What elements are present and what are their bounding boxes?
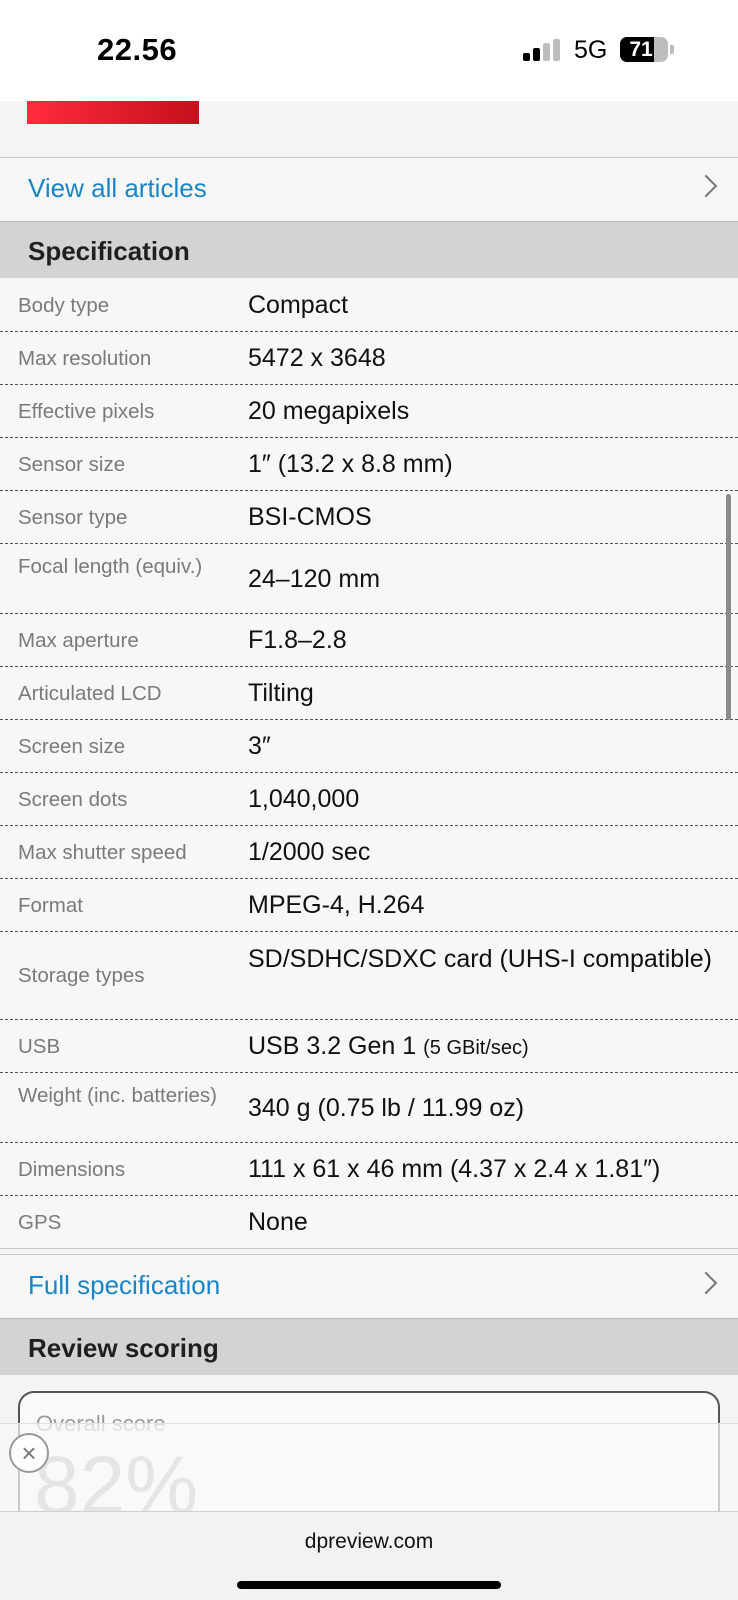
battery-tip	[670, 45, 674, 54]
spec-value-note: (5 GBit/sec)	[423, 1037, 529, 1059]
battery-level: 71	[629, 38, 653, 61]
spec-row	[0, 720, 738, 773]
view-all-articles-label: View all articles	[28, 173, 207, 203]
spec-label: Max shutter speed	[18, 840, 187, 864]
spec-value	[248, 448, 728, 481]
spec-value-text: 24–120 mm	[248, 564, 381, 593]
domain-label[interactable]: dpreview.com	[304, 1530, 434, 1553]
spec-row	[0, 1020, 738, 1073]
spec-row	[0, 614, 738, 667]
spec-value	[248, 677, 728, 710]
spec-label: Max aperture	[18, 628, 139, 652]
spec-value	[248, 1092, 728, 1125]
spec-label: Screen dots	[18, 787, 128, 811]
review-scoring-title: Review scoring	[28, 1333, 219, 1363]
spec-value	[248, 395, 728, 428]
spec-row	[0, 1073, 738, 1143]
spec-value	[248, 289, 728, 322]
spec-value	[248, 563, 728, 596]
spec-value-text: USB 3.2 Gen 1	[248, 1032, 417, 1060]
battery-icon	[620, 37, 668, 62]
spec-value-text: 111 x 61 x 46 mm (4.37 x 2.4 x 1.81″)	[248, 1155, 661, 1183]
specification-header	[0, 221, 738, 278]
spec-row	[0, 826, 738, 879]
spec-row	[0, 773, 738, 826]
spec-label: Format	[18, 893, 83, 917]
spec-value	[248, 1153, 728, 1186]
spec-label: Max resolution	[18, 346, 152, 370]
review-scoring-header	[0, 1318, 738, 1375]
full-specification-link[interactable]	[0, 1254, 738, 1316]
spec-row	[0, 385, 738, 438]
spec-row	[0, 879, 738, 932]
home-indicator[interactable]	[237, 1581, 501, 1589]
spec-value-text: 1,040,000	[248, 785, 360, 813]
spec-row	[0, 1143, 738, 1196]
spec-label: Body type	[18, 293, 110, 317]
spec-value	[248, 943, 728, 976]
spec-value-text: 1/2000 sec	[248, 838, 371, 866]
spec-value	[248, 783, 728, 816]
spec-value-text: 5472 x 3648	[248, 344, 386, 372]
spec-value	[248, 342, 728, 375]
spec-value-text: Tilting	[248, 679, 314, 707]
spec-value	[248, 889, 728, 922]
spec-value-text: 1″ (13.2 x 8.8 mm)	[248, 450, 453, 478]
chevron-right-icon	[695, 1272, 718, 1295]
full-specification-label: Full specification	[28, 1270, 221, 1300]
spec-row	[0, 544, 738, 614]
spec-value-text: 20 megapixels	[248, 397, 410, 425]
close-ad-button[interactable]: ×	[9, 1433, 49, 1473]
spec-row	[0, 491, 738, 544]
status-time: 22.56	[97, 32, 178, 67]
spec-label: Dimensions	[18, 1157, 126, 1181]
chevron-right-icon	[695, 175, 718, 198]
spec-row	[0, 1196, 738, 1249]
spec-label: USB	[18, 1034, 61, 1058]
specification-title: Specification	[28, 236, 190, 266]
red-banner-image	[27, 101, 199, 124]
spec-row	[0, 279, 738, 332]
status-bar	[0, 0, 738, 101]
spec-value	[248, 1206, 728, 1239]
spec-value	[248, 624, 728, 657]
spec-label: Weight (inc. batteries)	[18, 1084, 218, 1107]
spec-value-text: SD/SDHC/SDXC card (UHS-I compatible)	[248, 945, 712, 973]
spec-value-text: Compact	[248, 291, 349, 319]
browser-address-bar[interactable]	[0, 1511, 738, 1600]
spec-value-text: BSI-CMOS	[248, 503, 372, 531]
spec-label: GPS	[18, 1210, 62, 1234]
spec-label: Screen size	[18, 734, 126, 758]
cellular-signal-icon	[523, 39, 563, 61]
ad-overlay	[0, 1423, 738, 1511]
spec-value	[248, 501, 728, 534]
spec-value-text: None	[248, 1208, 308, 1236]
spec-value-text: F1.8–2.8	[248, 626, 347, 654]
spec-value	[248, 836, 728, 869]
spec-row	[0, 438, 738, 491]
spec-label: Focal length (equiv.)	[18, 555, 203, 578]
spec-label: Articulated LCD	[18, 681, 162, 705]
spec-label: Sensor type	[18, 505, 128, 529]
spec-value	[248, 1030, 728, 1065]
spec-label: Effective pixels	[18, 399, 155, 423]
spec-value	[248, 730, 728, 763]
spec-value-text: MPEG-4, H.264	[248, 891, 425, 919]
scrollbar[interactable]	[726, 494, 731, 720]
view-all-articles-link[interactable]	[0, 157, 738, 219]
spec-row	[0, 667, 738, 720]
spec-label: Sensor size	[18, 452, 126, 476]
spec-value-text: 3″	[248, 732, 271, 760]
spec-row	[0, 332, 738, 385]
network-type: 5G	[574, 36, 608, 64]
spec-row	[0, 932, 738, 1020]
spec-label: Storage types	[18, 964, 145, 987]
spec-value-text: 340 g (0.75 lb / 11.99 oz)	[248, 1093, 525, 1122]
